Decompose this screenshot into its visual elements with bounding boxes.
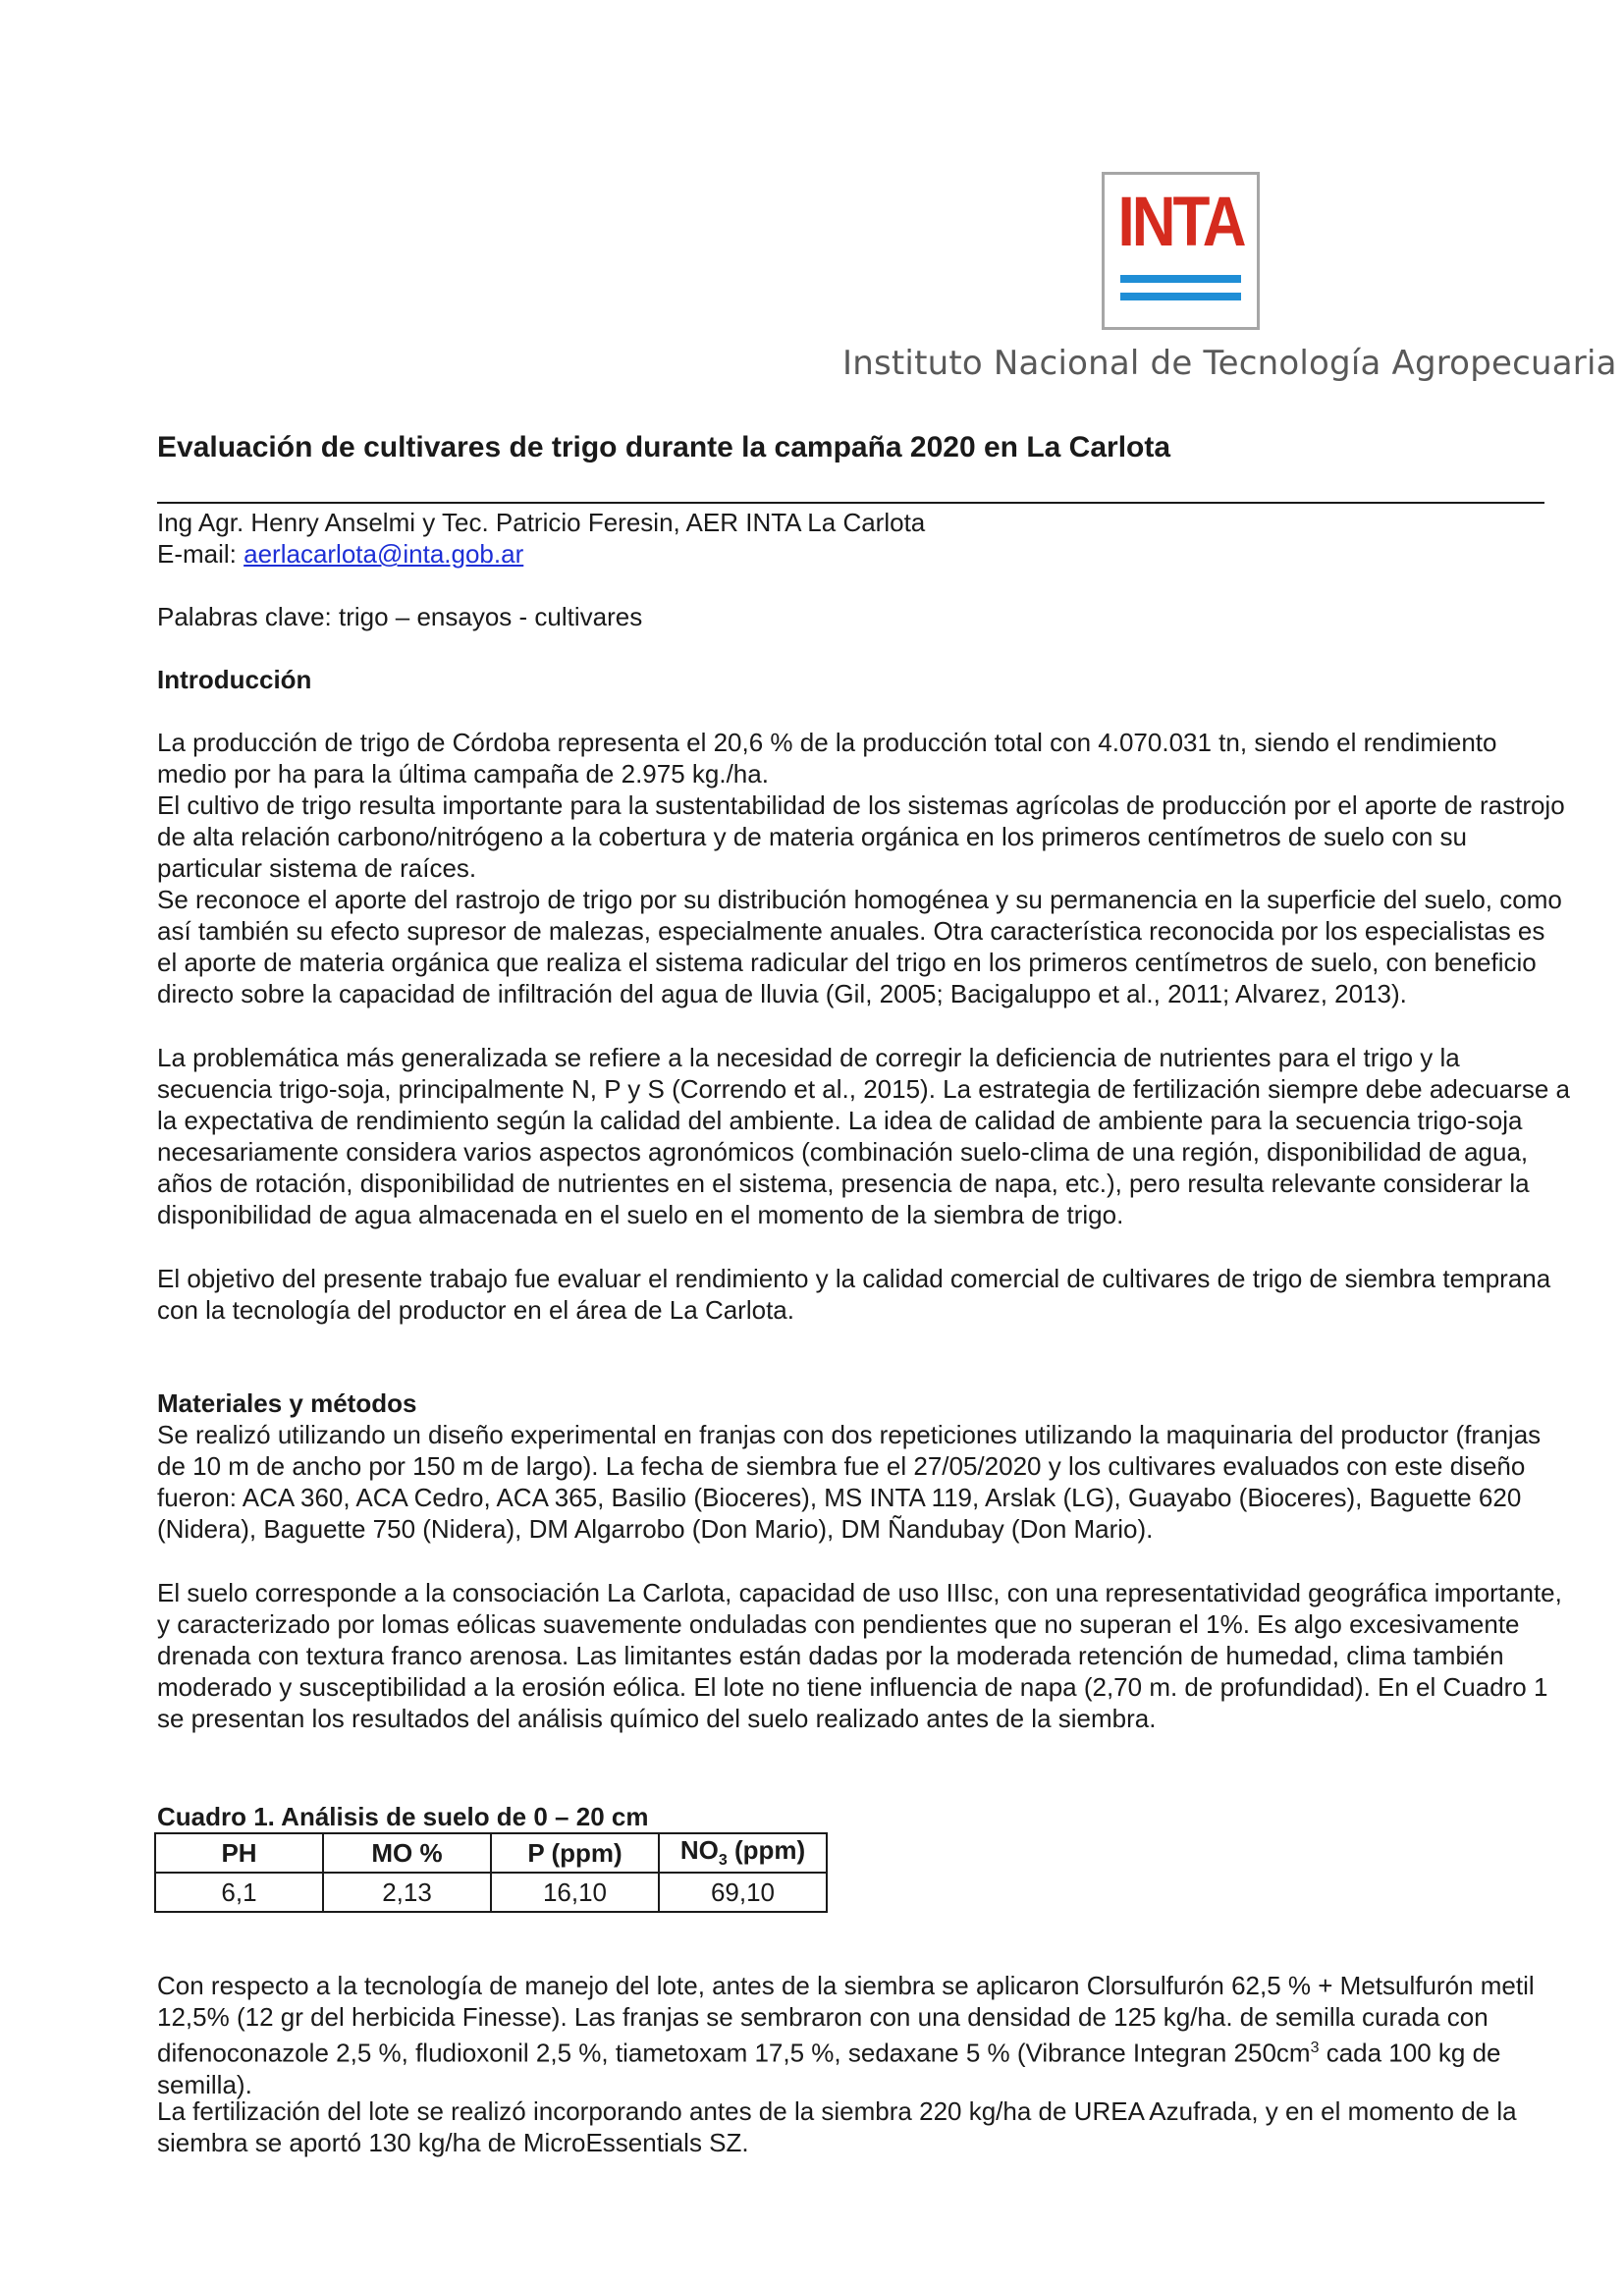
logo-text: INTA xyxy=(1117,183,1244,262)
soil-analysis-table xyxy=(154,1832,828,1913)
authors: Ing Agr. Henry Anselmi y Tec. Patricio Feresin, AER INTA La Carlota xyxy=(157,508,926,537)
title-underline xyxy=(157,502,1544,504)
table-caption: Cuadro 1. Análisis de suelo de 0 – 20 cm xyxy=(157,1802,649,1831)
document-title: Evaluación de cultivares de trigo durante la campaña 2020 en La Carlota xyxy=(157,431,1171,463)
header-no3: $NO_3$ (ppm) xyxy=(659,1833,827,1873)
email-line xyxy=(157,538,523,570)
institute-name: Instituto Nacional de Tecnología Agropecuaria xyxy=(842,344,1617,383)
keywords: Palabras clave: trigo – ensayos - cultivares xyxy=(157,602,643,631)
header-ph: PH xyxy=(155,1833,323,1873)
table-header-row xyxy=(155,1833,827,1873)
methods-heading: Materiales y métodos xyxy=(157,1388,417,1418)
intro-paragraph-3: Se reconoce el aporte del rastrojo de trigo por su distribución homogénea y su permanencia en la superficie del suelo, como así también su efecto supresor de malezas, especialmente anuales. Otra característica reconocida por los especialistas es el aporte de materia orgánica que realiza el sistema radicular del trigo en los primeros centímetros de suelo, con beneficio directo sobre la capacidad de infiltración del agua de lluvia (Gil, 2005; Bacigaluppo et al., 2011; Alvarez, 2013). xyxy=(157,885,1562,1008)
methods-paragraph-3: Con respecto a la tecnología de manejo del lote, antes de la siembra se aplicaron Clorsulfurón 62,5 % + Metsulfurón metil 12,5% (12 gr del herbicida Finesse). Las franjas se sembraron con una densidad de 125 kg/ha. de semilla curada con difenoconazole 2,5 %, fludioxonil 2,5 %, tiametoxam 17,5 %, sedaxane 5 % (Vibrance Integran $250cm^3$ cada 100 kg de semilla). xyxy=(157,1971,1535,2099)
methods-paragraph-1: Se realizó utilizando un diseño experimental en franjas con dos repeticiones utilizando la maquinaria del productor (franjas de 10 m de ancho por 150 m de largo). La fecha de siembra fue el 27/05/2020 y los cultivares evaluados con este diseño fueron: ACA 360, ACA Cedro, ACA 365, Basilio (Bioceres), MS INTA 119, Arslak (LG), Guayabo (Bioceres), Baguette 620 (Nidera), Baguette 750 (Nidera), DM Algarrobo (Don Mario), DM Ñandubay (Don Mario). xyxy=(157,1420,1542,1544)
header-p: P (ppm) xyxy=(491,1833,659,1873)
methods-paragraph-4: La fertilización del lote se realizó incorporando antes de la siembra 220 kg/ha de UREA Azufrada, y en el momento de la siembra se aportó 130 kg/ha de MicroEssentials SZ. xyxy=(157,2096,1517,2157)
logo-stripe-bottom xyxy=(1120,293,1241,300)
header-mo: MO % xyxy=(323,1833,491,1873)
intro-paragraph-5: El objetivo del presente trabajo fue evaluar el rendimiento y la calidad comercial de cultivares de trigo de siembra temprana con la tecnología del productor en el área de La Carlota. xyxy=(157,1264,1551,1325)
cell-no3: 69,10 xyxy=(659,1873,827,1912)
cell-ph: 6,1 xyxy=(155,1873,323,1912)
intro-paragraph-2: El cultivo de trigo resulta importante para la sustentabilidad de los sistemas agrícolas de producción por el aporte de rastrojo de alta relación carbono/nitrógeno a la cobertura y de materia orgánica en los primeros centímetros de suelo con su particular sistema de raíces. xyxy=(157,790,1565,883)
methods-paragraph-2: El suelo corresponde a la consociación La Carlota, capacidad de uso IIIsc, con una representatividad geográfica importante, y caracterizado por lomas eólicas suavemente onduladas con pendientes que no superan el 1%. Es algo excesivamente drenada con textura franco arenosa. Las limitantes están dadas por la moderada retención de humedad, clima también moderado y susceptibilidad a la erosión eólica. El lote no tiene influencia de napa (2,70 m. de profundidad). En el Cuadro 1 se presentan los resultados del análisis químico del suelo realizado antes de la siembra. xyxy=(157,1578,1562,1733)
inta-logo xyxy=(1102,172,1260,330)
email-link[interactable]: aerlacarlota@inta.gob.ar xyxy=(244,539,524,569)
email-label: E-mail: xyxy=(157,539,244,569)
logo-stripe-top xyxy=(1120,275,1241,283)
cell-p: 16,10 xyxy=(491,1873,659,1912)
table-row xyxy=(155,1873,827,1912)
cell-mo: 2,13 xyxy=(323,1873,491,1912)
intro-paragraph-4: La problemática más generalizada se refiere a la necesidad de corregir la deficiencia de nutrientes para el trigo y la secuencia trigo-soja, principalmente N, P y S (Correndo et al., 2015). La estrategia de fertilización siempre debe adecuarse a la expectativa de rendimiento según la calidad del ambiente. La idea de calidad de ambiente para la secuencia trigo-soja necesariamente considera varios aspectos agronómicos (combinación suelo-clima de una región, disponibilidad de agua, años de rotación, disponibilidad de nutrientes en el sistema, presencia de napa, etc.), pero resulta relevante considerar la disponibilidad de agua almacenada en el suelo en el momento de la siembra de trigo. xyxy=(157,1043,1570,1229)
intro-paragraph-1: La producción de trigo de Córdoba representa el 20,6 % de la producción total con 4.070.031 tn, siendo el rendimiento medio por ha para la última campaña de 2.975 kg./ha. xyxy=(157,728,1497,789)
intro-heading: Introducción xyxy=(157,665,312,694)
